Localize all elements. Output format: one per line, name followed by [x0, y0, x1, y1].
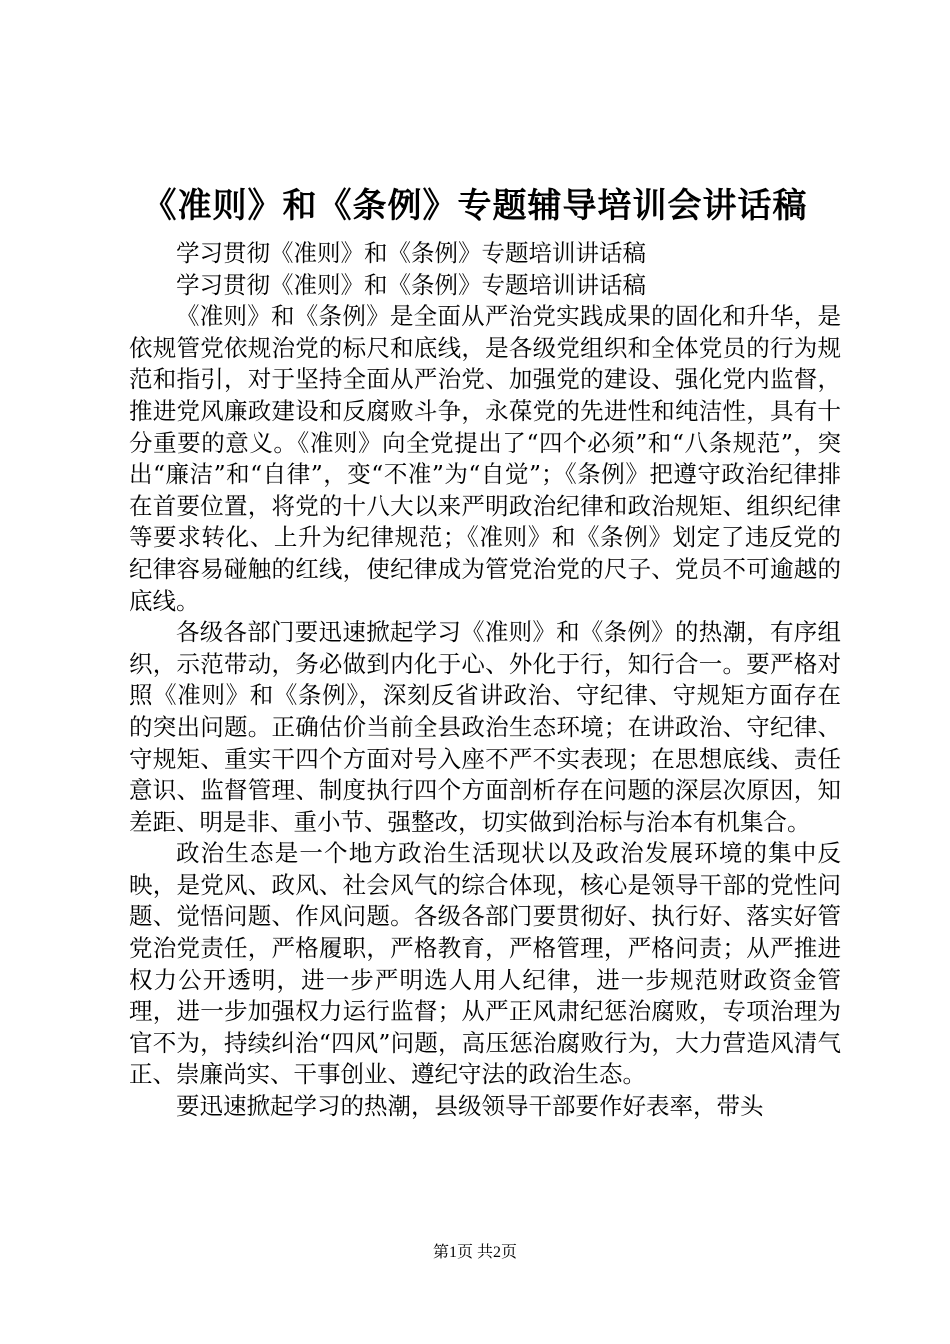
document-body	[129, 238, 841, 1123]
document-subtitle: 学习贯彻《准则》和《条例》专题培训讲话稿	[176, 270, 646, 299]
body-paragraph: 《准则》和《条例》是全面从严治党实践成果的固化和升华，是依规管党依规治党的标尺和底线，是各级党组织和全体党员的行为规范和指引，对于坚持全面从严治党、加强党的建设、强化党内监督，推进党风廉政建设和反腐败斗争，永葆党的先进性和纯洁性，具有十分重要的意义。《准则》向全党提出了“四个必须”和“八条规范”，突出“廉洁”和“自律”，变“不准”为“自觉”；《条例》把遵守政治纪律排在首要位置，将党的十八大以来严明政治纪律和政治规矩、组织纪律等要求转化、上升为纪律规范；《准则》和《条例》划定了违反党的纪律容易碰触的红线，使纪律成为管党治党的尺子、党员不可逾越的底线。	[129, 302, 841, 615]
body-paragraph: 要迅速掀起学习的热潮，县级领导干部要作好表率，带头	[176, 1092, 764, 1121]
body-paragraph: 各级各部门要迅速掀起学习《准则》和《条例》的热潮，有序组织，示范带动，务必做到内化于心、外化于行，知行合一。要严格对照《准则》和《条例》，深刻反省讲政治、守纪律、守规矩方面存在的突出问题。正确估价当前全县政治生态环境；在讲政治、守纪律、守规矩、重实干四个方面对号入座不严不实表现；在思想底线、责任意识、监督管理、制度执行四个方面剖析存在问题的深层次原因，知差距、明是非、重小节、强整改，切实做到治标与治本有机集合。	[129, 618, 841, 836]
page-number: 第1页 共2页	[432, 1244, 517, 1261]
document-subtitle: 学习贯彻《准则》和《条例》专题培训讲话稿	[176, 239, 646, 267]
body-paragraph: 政治生态是一个地方政治生活现状以及政治发展环境的集中反映，是党风、政风、社会风气的综合体现，核心是领导干部的党性问题、觉悟问题、作风问题。各级各部门要贯彻好、执行好、落实好管党治党责任，严格履职，严格教育，严格管理，严格问责；从严推进权力公开透明，进一步严明选人用人纪律，进一步规范财政资金管理，进一步加强权力运行监督；从严正风肃纪惩治腐败，专项治理为官不为，持续纠治“四风”问题，高压惩治腐败行为，大力营造风清气正、崇廉尚实、干事创业、遵纪守法的政治生态。	[129, 839, 841, 1089]
document-title: 《准则》和《条例》专题辅导培训会讲话稿	[142, 186, 808, 226]
